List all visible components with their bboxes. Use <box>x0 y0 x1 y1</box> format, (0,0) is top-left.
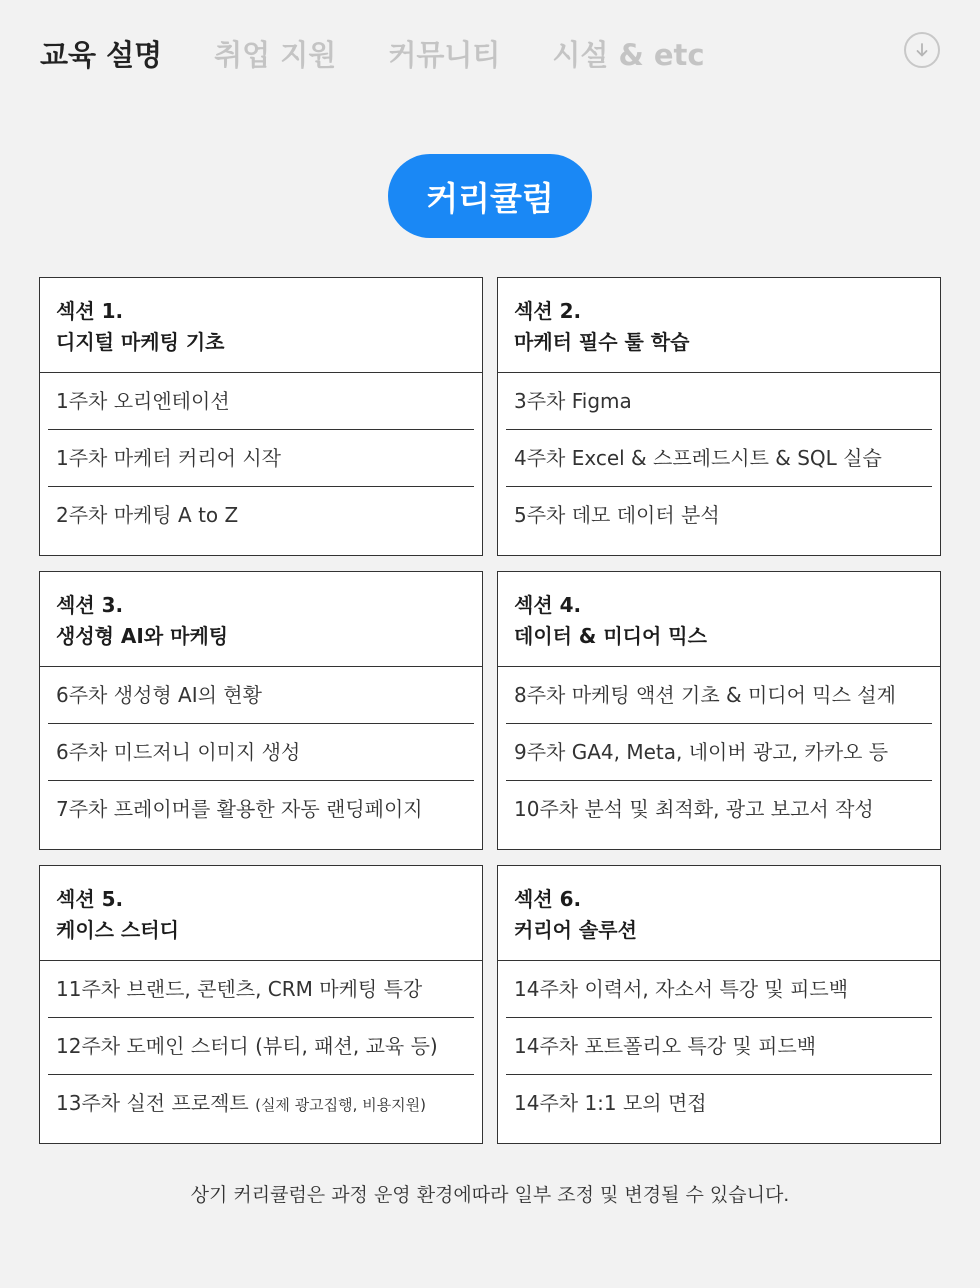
week-item: 2주차 마케팅 A to Z <box>56 503 239 527</box>
week-list <box>40 373 482 543</box>
scroll-down-button[interactable] <box>904 32 940 68</box>
section-title: 케이스 스터디 <box>56 918 179 942</box>
tab-job-support[interactable]: 취업 지원 <box>214 37 337 72</box>
week-item: 3주차 Figma <box>506 373 932 430</box>
week-item: 7주차 프레이머를 활용한 자동 랜딩페이지 <box>56 797 423 821</box>
section-number: 섹션 4. <box>514 593 582 617</box>
curriculum-footnote: 상기 커리큘럼은 과정 운영 환경에따라 일부 조정 및 변경될 수 있습니다. <box>190 1184 790 1206</box>
section-card-4 <box>497 571 941 850</box>
section-number: 섹션 1. <box>56 299 124 323</box>
week-list <box>498 961 940 1131</box>
week-item: 8주차 마케팅 액션 기초 & 미디어 믹스 설계 <box>506 667 932 724</box>
tab-community[interactable]: 커뮤니티 <box>388 37 501 72</box>
week-list <box>40 667 482 837</box>
curriculum-badge: 커리큘럼 <box>388 154 592 238</box>
section-header <box>40 866 482 961</box>
section-card-1 <box>39 277 483 556</box>
week-item-label: 13주차 실전 프로젝트 <box>56 1091 249 1115</box>
week-item: 1주차 오리엔테이션 <box>48 373 474 430</box>
section-title: 데이터 & 미디어 믹스 <box>514 624 707 648</box>
curriculum-grid <box>39 277 941 1144</box>
week-item: 6주차 미드저니 이미지 생성 <box>48 724 474 781</box>
week-item: 11주차 브랜드, 콘텐츠, CRM 마케팅 특강 <box>48 961 474 1018</box>
week-item: 9주차 GA4, Meta, 네이버 광고, 카카오 등 <box>506 724 932 781</box>
week-list <box>498 373 940 543</box>
week-item: 4주차 Excel & 스프레드시트 & SQL 실습 <box>506 430 932 487</box>
section-title: 디지털 마케팅 기초 <box>56 330 225 354</box>
section-title: 마케터 필수 툴 학습 <box>514 330 690 354</box>
section-header <box>498 866 940 961</box>
section-header <box>40 572 482 667</box>
week-item: 10주차 분석 및 최적화, 광고 보고서 작성 <box>514 797 874 821</box>
section-number: 섹션 5. <box>56 887 124 911</box>
week-item: 1주차 마케터 커리어 시작 <box>48 430 474 487</box>
tab-education[interactable]: 교육 설명 <box>40 37 163 72</box>
section-header <box>498 572 940 667</box>
section-number: 섹션 2. <box>514 299 582 323</box>
top-nav <box>40 28 940 78</box>
week-item: 12주차 도메인 스터디 (뷰티, 패션, 교육 등) <box>48 1018 474 1075</box>
section-number: 섹션 3. <box>56 593 124 617</box>
week-item-note: (실제 광고집행, 비용지원) <box>255 1096 427 1114</box>
week-item <box>48 1075 474 1131</box>
section-card-6 <box>497 865 941 1144</box>
section-card-3 <box>39 571 483 850</box>
tab-facilities[interactable]: 시설 & etc <box>552 37 705 72</box>
section-title: 커리어 솔루션 <box>514 918 637 942</box>
week-item: 6주차 생성형 AI의 현황 <box>48 667 474 724</box>
week-list <box>40 961 482 1131</box>
section-title: 생성형 AI와 마케팅 <box>56 624 229 648</box>
week-item: 14주차 이력서, 자소서 특강 및 피드백 <box>506 961 932 1018</box>
section-header <box>498 278 940 373</box>
section-card-2 <box>497 277 941 556</box>
week-item: 14주차 1:1 모의 면접 <box>514 1091 707 1115</box>
section-header <box>40 278 482 373</box>
week-item: 14주차 포트폴리오 특강 및 피드백 <box>506 1018 932 1075</box>
section-number: 섹션 6. <box>514 887 582 911</box>
arrow-down-circle-icon <box>913 41 931 59</box>
section-card-5 <box>39 865 483 1144</box>
week-list <box>498 667 940 837</box>
week-item: 5주차 데모 데이터 분석 <box>514 503 720 527</box>
